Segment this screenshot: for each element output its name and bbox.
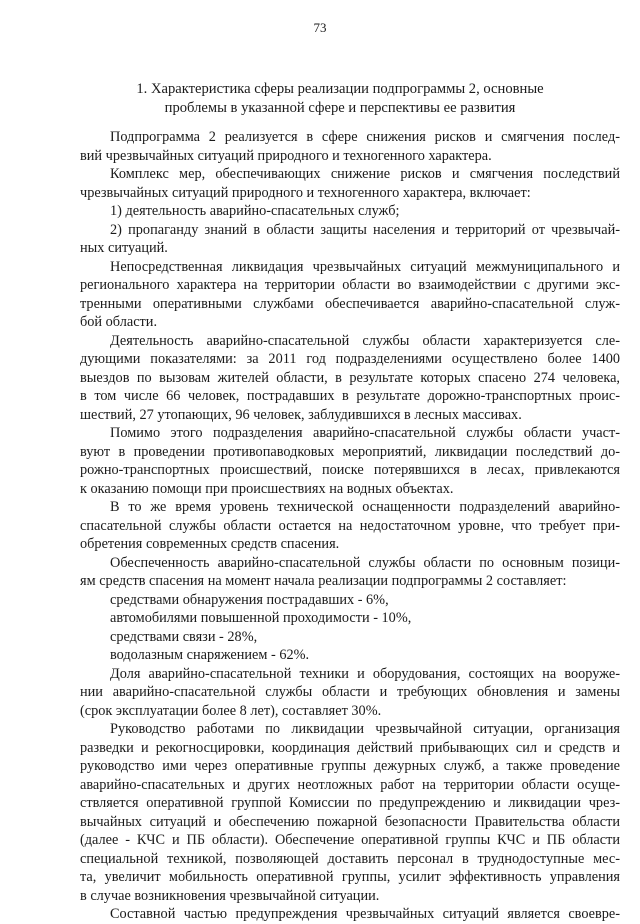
text-line: аварийно-спасательных и других неотложных работ на территории области осуще-: [80, 776, 620, 793]
text-line: рожно-транспортных происшествий, поиске потерявшихся в лесах, привлекаются: [80, 462, 620, 478]
text-line: (срок эксплуатации более 8 лет), составляет 30%.: [80, 702, 382, 719]
text-line: шествий, 27 утопающих, 96 человек, заблудившихся в лесных массивах.: [80, 406, 522, 423]
text-line: руководство ими через оперативные группы дежурных служб, а также проведение: [80, 758, 620, 774]
text-line: Обеспеченность аварийно-спасательной службы области по основным позици-: [110, 554, 620, 571]
text-line: спасательной службы области остается на недостаточном уровне, что требует при-: [80, 517, 620, 534]
text-line: вычайных ситуаций и обеспечению пожарной безопасности Правительства области: [80, 813, 620, 830]
text-line: ных ситуаций.: [80, 240, 168, 256]
text-line: Непосредственная ликвидация чрезвычайных ситуаций межмуниципального и: [110, 258, 620, 275]
text-line: ям средств спасения на момент начала реализации подпрограммы 2 составляет:: [80, 573, 567, 589]
text-line: водолазным снаряжением - 62%.: [110, 647, 310, 663]
text-line: вий чрезвычайных ситуаций природного и техногенного характера.: [80, 147, 492, 164]
text-line: обретения современных средств спасения.: [80, 536, 340, 552]
text-line: тренными оперативными службами обеспечивается аварийно-спасательной служ-: [80, 295, 620, 312]
text-line: средствами связи - 28%,: [110, 628, 258, 645]
text-line: средствами обнаружения пострадавших - 6%,: [110, 591, 389, 608]
text-line: Подпрограмма 2 реализуется в сфере снижения рисков и смягчения послед-: [110, 129, 620, 145]
text-line: Руководство работами по ликвидации чрезвычайной ситуации, организация: [110, 721, 620, 737]
text-line: автомобилями повышенной проходимости - 10%,: [110, 610, 412, 626]
text-line: регионального характера на территории области во взаимодействии с другими экс-: [80, 277, 620, 293]
text-line: Деятельность аварийно-спасательной службы области характеризуется сле-: [110, 332, 620, 349]
text-line: специальной техникой, позволяющей доставить персонал в труднодоступные мес-: [80, 850, 620, 867]
text-line: к оказанию помощи при происшествиях на водных объектах.: [80, 480, 454, 497]
text-line: вуют в проведении противопаводковых мероприятий, ликвидации последствий до-: [80, 443, 620, 460]
text-line: в том числе 66 человек, пострадавших в результате дорожно-транспортных проис-: [80, 388, 620, 404]
body-text: [80, 128, 620, 924]
text-line: ствляется оперативной группой Комиссии по предупреждению и ликвидации чрез-: [80, 795, 620, 811]
text-line: 1) деятельность аварийно-спасательных служб;: [110, 203, 400, 219]
text-line: чрезвычайных ситуаций природного и техногенного характера, включает:: [80, 184, 531, 201]
text-line: нии аварийно-спасательной службы области и требующих обновления и замены: [80, 684, 620, 700]
section-heading-line: проблемы в указанной сфере и перспективы ее развития: [164, 100, 516, 116]
text-line: (далее - КЧС и ПБ области). Обеспечение оперативной группы КЧС и ПБ области: [80, 832, 620, 848]
text-line: выездов по вызовам жителей области, в результате которых спасено 274 человека,: [80, 369, 620, 386]
text-line: В то же время уровень технической оснащенности подразделений аварийно-: [110, 499, 620, 515]
section-heading: [120, 80, 560, 118]
text-line: Составной частью предупреждения чрезвычайных ситуаций является своевре-: [110, 906, 620, 922]
text-line: дующими показателями: за 2011 год подразделениями осуществлено более 1400: [80, 351, 620, 367]
text-line: та, увеличит мобильность оперативной группы, усилит эффективность управления: [80, 869, 620, 885]
text-line: Комплекс мер, обеспечивающих снижение рисков и смягчения последствий: [110, 166, 620, 182]
text-line: Помимо этого подразделения аварийно-спасательной службы области участ-: [110, 425, 620, 441]
text-line: Доля аварийно-спасательной техники и оборудования, состоящих на вооруже-: [110, 665, 620, 682]
text-line: 2) пропаганду знаний в области защиты населения и территорий от чрезвычай-: [110, 221, 620, 238]
section-heading-line: 1. Характеристика сферы реализации подпрограммы 2, основные: [136, 81, 544, 97]
text-line: разведки и рекогносцировки, координация действий прибывающих сил и средств и: [80, 739, 620, 756]
text-line: в случае возникновения чрезвычайной ситуации.: [80, 887, 380, 904]
text-line: бой области.: [80, 314, 158, 330]
page-number: 73: [313, 20, 327, 35]
